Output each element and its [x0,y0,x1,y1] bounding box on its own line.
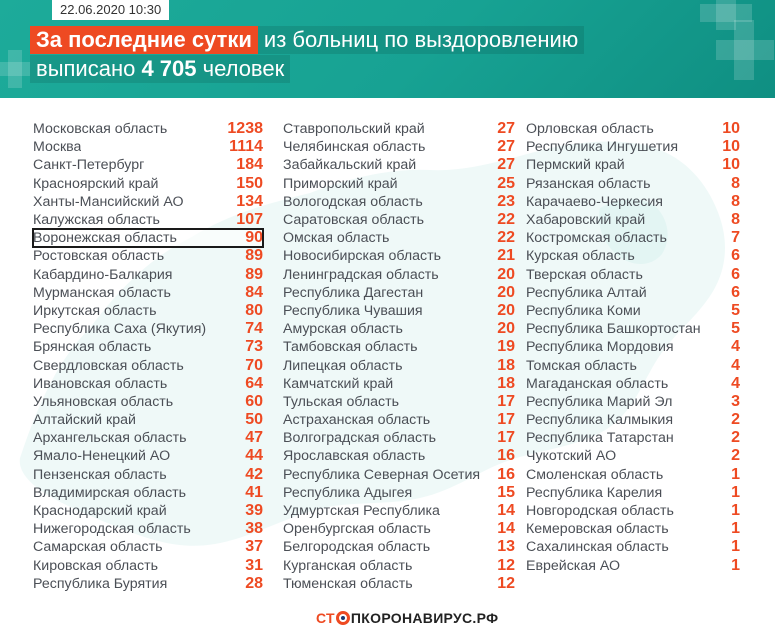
region-value: 89 [245,265,263,283]
region-value: 2 [731,411,740,429]
region-name: Республика Калмыкия [526,412,674,429]
region-row [33,266,263,284]
region-value: 12 [497,556,515,574]
region-name: Астраханская область [283,412,431,429]
region-row [33,356,263,374]
region-name: Волгоградская область [283,430,436,447]
region-name: Пензенская область [33,466,167,483]
region-row [526,302,740,320]
region-name: Смоленская область [526,466,664,483]
region-name: Курганская область [283,557,413,574]
region-row [526,411,740,429]
region-value: 8 [731,192,740,210]
region-value: 4 [731,338,740,356]
region-name: Томская область [526,357,637,374]
region-name: Архангельская область [33,430,187,447]
region-row [526,211,740,229]
region-row [526,338,740,356]
region-value: 23 [497,192,515,210]
region-value: 60 [245,392,263,410]
region-name: Хабаровский край [526,212,646,229]
region-name: Челябинская область [283,139,426,156]
region-name: Иркутская область [33,302,157,319]
region-row [33,120,263,138]
region-row [526,156,740,174]
region-name: Республика Бурятия [33,575,168,592]
region-name: Республика Дагестан [283,284,424,301]
region-name: Камчатский край [283,375,394,392]
region-row [33,575,263,593]
region-name: Тверская область [526,266,643,283]
region-name: Омская область [283,230,390,247]
region-name: Оренбургская область [283,521,431,538]
region-value: 73 [245,338,263,356]
region-value: 64 [245,374,263,392]
headline-highlight: За последние сутки [30,26,258,54]
region-name: Республика Ингушетия [526,139,679,156]
region-name: Свердловская область [33,357,184,374]
region-row [33,338,263,356]
region-row [526,175,740,193]
region-value: 38 [245,520,263,538]
region-name: Ярославская область [283,448,426,465]
stop-coronavirus-logo [316,610,498,626]
region-value: 18 [497,356,515,374]
region-value: 1 [731,520,740,538]
logo-prefix: СТ [316,610,335,626]
region-value: 12 [497,574,515,592]
region-value: 21 [497,247,515,265]
region-name: Новгородская область [526,503,674,520]
region-value: 4 [731,374,740,392]
region-value: 20 [497,301,515,319]
region-value: 18 [497,374,515,392]
region-value: 90 [245,229,263,247]
region-row [283,211,515,229]
region-name: Магаданская область [526,375,669,392]
region-value: 5 [731,320,740,338]
region-name: Нижегородская область [33,521,191,538]
region-row [526,266,740,284]
region-row [283,302,515,320]
region-row [33,502,263,520]
region-value: 7 [731,229,740,247]
region-value: 13 [497,538,515,556]
region-name: Республика Адыгея [283,484,413,501]
headline-suffix: человек [202,56,285,81]
region-name: Москва [33,139,82,156]
region-row [33,447,263,465]
region-row [283,338,515,356]
region-value: 80 [245,301,263,319]
region-value: 4 [731,356,740,374]
region-row [283,520,515,538]
region-value: 1 [731,483,740,501]
region-value: 28 [245,574,263,592]
region-value: 15 [497,483,515,501]
region-value: 16 [497,465,515,483]
region-value: 16 [497,447,515,465]
region-name: Ямало-Ненецкий АО [33,448,171,465]
region-row [283,502,515,520]
region-row [33,156,263,174]
region-row [33,175,263,193]
region-name: Самарская область [33,539,163,556]
region-column-2 [283,120,515,593]
region-value: 27 [497,156,515,174]
region-value: 17 [497,392,515,410]
region-name: Карачаево-Черкесия [526,193,663,210]
date-stamp: 22.06.2020 10:30 [52,0,169,20]
region-name: Тульская область [283,393,399,410]
region-row [33,211,263,229]
region-value: 41 [245,483,263,501]
region-row [283,484,515,502]
footer [0,600,775,636]
region-row [283,538,515,556]
region-row [33,520,263,538]
region-name: Кировская область [33,557,159,574]
region-name: Воронежская область [33,230,177,247]
region-value: 84 [245,283,263,301]
region-row [526,320,740,338]
region-name: Республика Алтай [526,284,647,301]
region-value: 74 [245,320,263,338]
region-row [283,138,515,156]
region-row [33,229,263,247]
logo-suffix: ПКОРОНАВИРУС.РФ [350,610,499,626]
region-value: 1 [731,538,740,556]
region-name: Удмуртская Республика [283,503,440,520]
region-value: 10 [722,156,740,174]
region-name: Костромская область [526,230,667,247]
region-value: 14 [497,502,515,520]
region-value: 42 [245,465,263,483]
region-value: 19 [497,338,515,356]
region-value: 1 [731,502,740,520]
region-name: Новосибирская область [283,248,442,265]
region-value: 1238 [227,120,263,138]
plus-decoration-icon [716,40,774,60]
region-row [526,538,740,556]
region-value: 6 [731,283,740,301]
region-value: 1 [731,465,740,483]
region-value: 89 [245,247,263,265]
region-row [283,393,515,411]
region-value: 50 [245,411,263,429]
region-name: Московская область [33,121,168,138]
region-name: Мурманская область [33,284,171,301]
region-name: Ставропольский край [283,121,425,138]
header-banner [0,0,775,98]
region-name: Пермский край [526,157,625,174]
region-row [283,320,515,338]
region-name: Тюменская область [283,575,413,592]
region-value: 39 [245,502,263,520]
region-name: Краснодарский край [33,503,167,520]
region-value: 6 [731,265,740,283]
region-value: 150 [236,174,263,192]
region-row [526,393,740,411]
region-row [33,320,263,338]
region-column-3 [526,120,740,575]
region-row [526,447,740,465]
region-value: 10 [722,120,740,138]
region-row [33,375,263,393]
region-row [283,284,515,302]
region-row [33,393,263,411]
region-row [526,284,740,302]
region-value: 107 [236,211,263,229]
region-name: Республика Карелия [526,484,663,501]
region-row [283,429,515,447]
region-row [283,411,515,429]
region-value: 44 [245,447,263,465]
region-value: 17 [497,411,515,429]
region-name: Вологодская область [283,193,423,210]
region-row [33,247,263,265]
region-row [526,120,740,138]
region-row [526,356,740,374]
region-value: 8 [731,174,740,192]
region-row [283,120,515,138]
headline-text: из больниц по выздоровлению [258,26,584,54]
region-row [283,575,515,593]
region-name: Еврейская АО [526,557,621,574]
region-value: 14 [497,520,515,538]
region-value: 184 [236,156,263,174]
region-name: Красноярский край [33,175,159,192]
region-value: 20 [497,283,515,301]
region-name: Республика Северная Осетия [283,466,481,483]
region-name: Орловская область [526,121,654,138]
region-row [283,557,515,575]
region-row [33,138,263,156]
region-name: Ханты-Мансийский АО [33,193,184,210]
region-name: Рязанская область [526,175,651,192]
region-value: 70 [245,356,263,374]
total-count: 4 705 [141,56,197,81]
region-row [526,520,740,538]
region-value: 3 [731,392,740,410]
region-value: 20 [497,320,515,338]
region-row [33,284,263,302]
region-value: 5 [731,301,740,319]
region-value: 47 [245,429,263,447]
region-value: 22 [497,211,515,229]
region-column-1 [33,120,263,593]
headline-prefix: выписано [36,56,136,81]
region-row [526,557,740,575]
region-value: 27 [497,138,515,156]
region-row [526,502,740,520]
headline-text-2 [30,55,290,83]
region-value: 27 [497,120,515,138]
region-name: Ростовская область [33,248,165,265]
region-name: Амурская область [283,321,403,338]
region-name: Кемеровская область [526,521,669,538]
region-row [283,266,515,284]
region-value: 2 [731,447,740,465]
region-value: 10 [722,138,740,156]
region-row [283,466,515,484]
region-value: 8 [731,211,740,229]
region-row [526,138,740,156]
region-row [526,247,740,265]
region-row [283,193,515,211]
region-row [283,375,515,393]
region-value: 37 [245,538,263,556]
region-name: Калужская область [33,212,160,229]
region-name: Брянская область [33,339,152,356]
plus-decoration-icon [0,62,30,76]
region-row [283,229,515,247]
region-name: Республика Чувашия [283,302,423,319]
region-name: Чукотский АО [526,448,617,465]
region-row [526,429,740,447]
headline-line-1 [30,26,584,54]
region-name: Республика Коми [526,302,641,319]
region-name: Санкт-Петербург [33,157,145,174]
region-value: 17 [497,429,515,447]
stop-logo-icon [336,611,350,625]
region-row [283,156,515,174]
region-name: Белгородская область [283,539,431,556]
region-row [33,429,263,447]
region-value: 2 [731,429,740,447]
region-row [33,193,263,211]
region-name: Республика Татарстан [526,430,674,447]
region-name: Республика Марий Эл [526,393,673,410]
region-value: 1 [731,556,740,574]
region-name: Республика Саха (Якутия) [33,321,207,338]
region-name: Сахалинская область [526,539,669,556]
region-row [283,447,515,465]
region-name: Ивановская область [33,375,168,392]
region-row [33,484,263,502]
region-name: Курская область [526,248,635,265]
region-value: 20 [497,265,515,283]
region-row [33,557,263,575]
region-row [33,538,263,556]
region-row [33,411,263,429]
region-row [526,466,740,484]
region-name: Липецкая область [283,357,403,374]
region-row [283,175,515,193]
region-name: Ульяновская область [33,393,174,410]
headline-line-2 [30,55,290,83]
region-value: 22 [497,229,515,247]
region-row [526,229,740,247]
region-name: Саратовская область [283,212,425,229]
region-name: Кабардино-Балкария [33,266,173,283]
region-value: 25 [497,174,515,192]
region-row [33,466,263,484]
region-row [283,247,515,265]
region-value: 6 [731,247,740,265]
region-name: Алтайский край [33,412,136,429]
region-name: Республика Мордовия [526,339,674,356]
region-value: 134 [236,192,263,210]
region-name: Ленинградская область [283,266,439,283]
region-row [526,193,740,211]
region-row [526,375,740,393]
region-value: 1114 [229,138,263,156]
region-name: Владимирская область [33,484,187,501]
region-name: Приморский край [283,175,398,192]
region-row [33,302,263,320]
region-name: Республика Башкортостан [526,321,701,338]
region-row [283,356,515,374]
region-name: Забайкальский край [283,157,417,174]
region-value: 31 [245,556,263,574]
region-name: Тамбовская область [283,339,418,356]
region-row [526,484,740,502]
